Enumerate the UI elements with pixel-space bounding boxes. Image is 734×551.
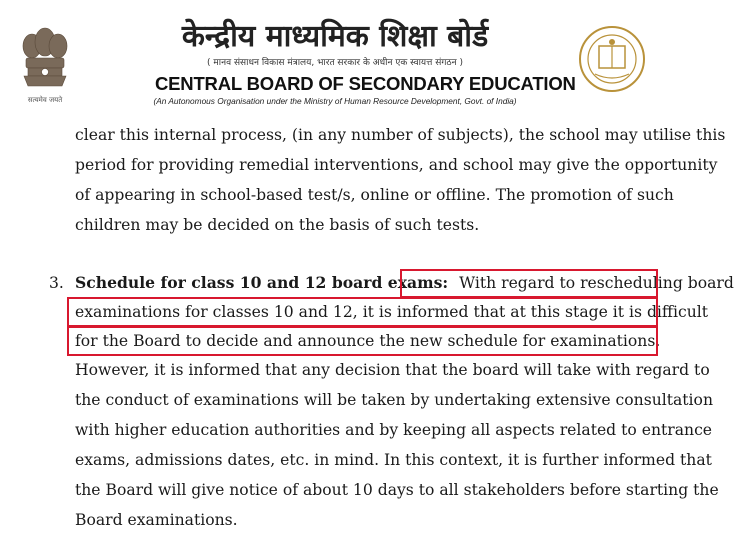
highlight-box — [67, 297, 709, 327]
paragraph-line: clear this internal process, (in any number of subjects), the school may utilise this — [75, 126, 726, 144]
hindi-title: केन्द्रीय माध्यमिक शिक्षा बोर्ड — [181, 19, 489, 54]
english-subtitle: (An Autonomous Organisation under the Ministry of Human Resource Development, Govt. of India) — [153, 96, 517, 106]
paragraph-line: with higher education authorities and by keeping all aspects related to entrance — [75, 421, 713, 439]
cbse-seal-icon — [577, 24, 647, 94]
item-heading: Schedule for class 10 and 12 board exams: — [75, 273, 449, 292]
paragraph-line: children may be decided on the basis of such tests. — [75, 216, 480, 234]
paragraph-line: exams, admissions dates, etc. in mind. In this context, it is further informed that — [75, 451, 712, 469]
paragraph-line: However, it is informed that any decision that the board will take with regard to — [75, 361, 710, 379]
paragraph-line: the conduct of examinations will be taken by undertaking extensive consultation — [75, 391, 713, 409]
paragraph-line: of appearing in school-based test/s, online or offline. The promotion of such — [75, 186, 674, 204]
english-title: CENTRAL BOARD OF SECONDARY EDUCATION — [155, 73, 576, 94]
item-highlight-text: With regard to rescheduling board — [459, 274, 734, 292]
paragraph-line: for the Board to decide and announce the new schedule for examinations. — [75, 332, 661, 350]
paragraph-line: period for providing remedial interventions, and school may give the opportunity — [75, 156, 718, 174]
highlight-box — [67, 326, 661, 356]
highlight-box — [400, 269, 658, 298]
emblem-caption: सत्यमेव जयते — [27, 96, 63, 104]
paragraph-line: Board examinations. — [75, 511, 238, 529]
item-number: 3. — [49, 274, 64, 292]
letterhead — [0, 0, 700, 122]
hindi-subtitle: ( मानव संसाधन विकास मंत्रालय, भारत सरकार के अधीन एक स्वायत्त संगठन ) — [207, 58, 463, 68]
paragraph-line: the Board will give notice of about 10 days to all stakeholders before starting the — [75, 481, 719, 499]
paragraph-line: examinations for classes 10 and 12, it is informed that at this stage it is difficult — [75, 303, 709, 321]
